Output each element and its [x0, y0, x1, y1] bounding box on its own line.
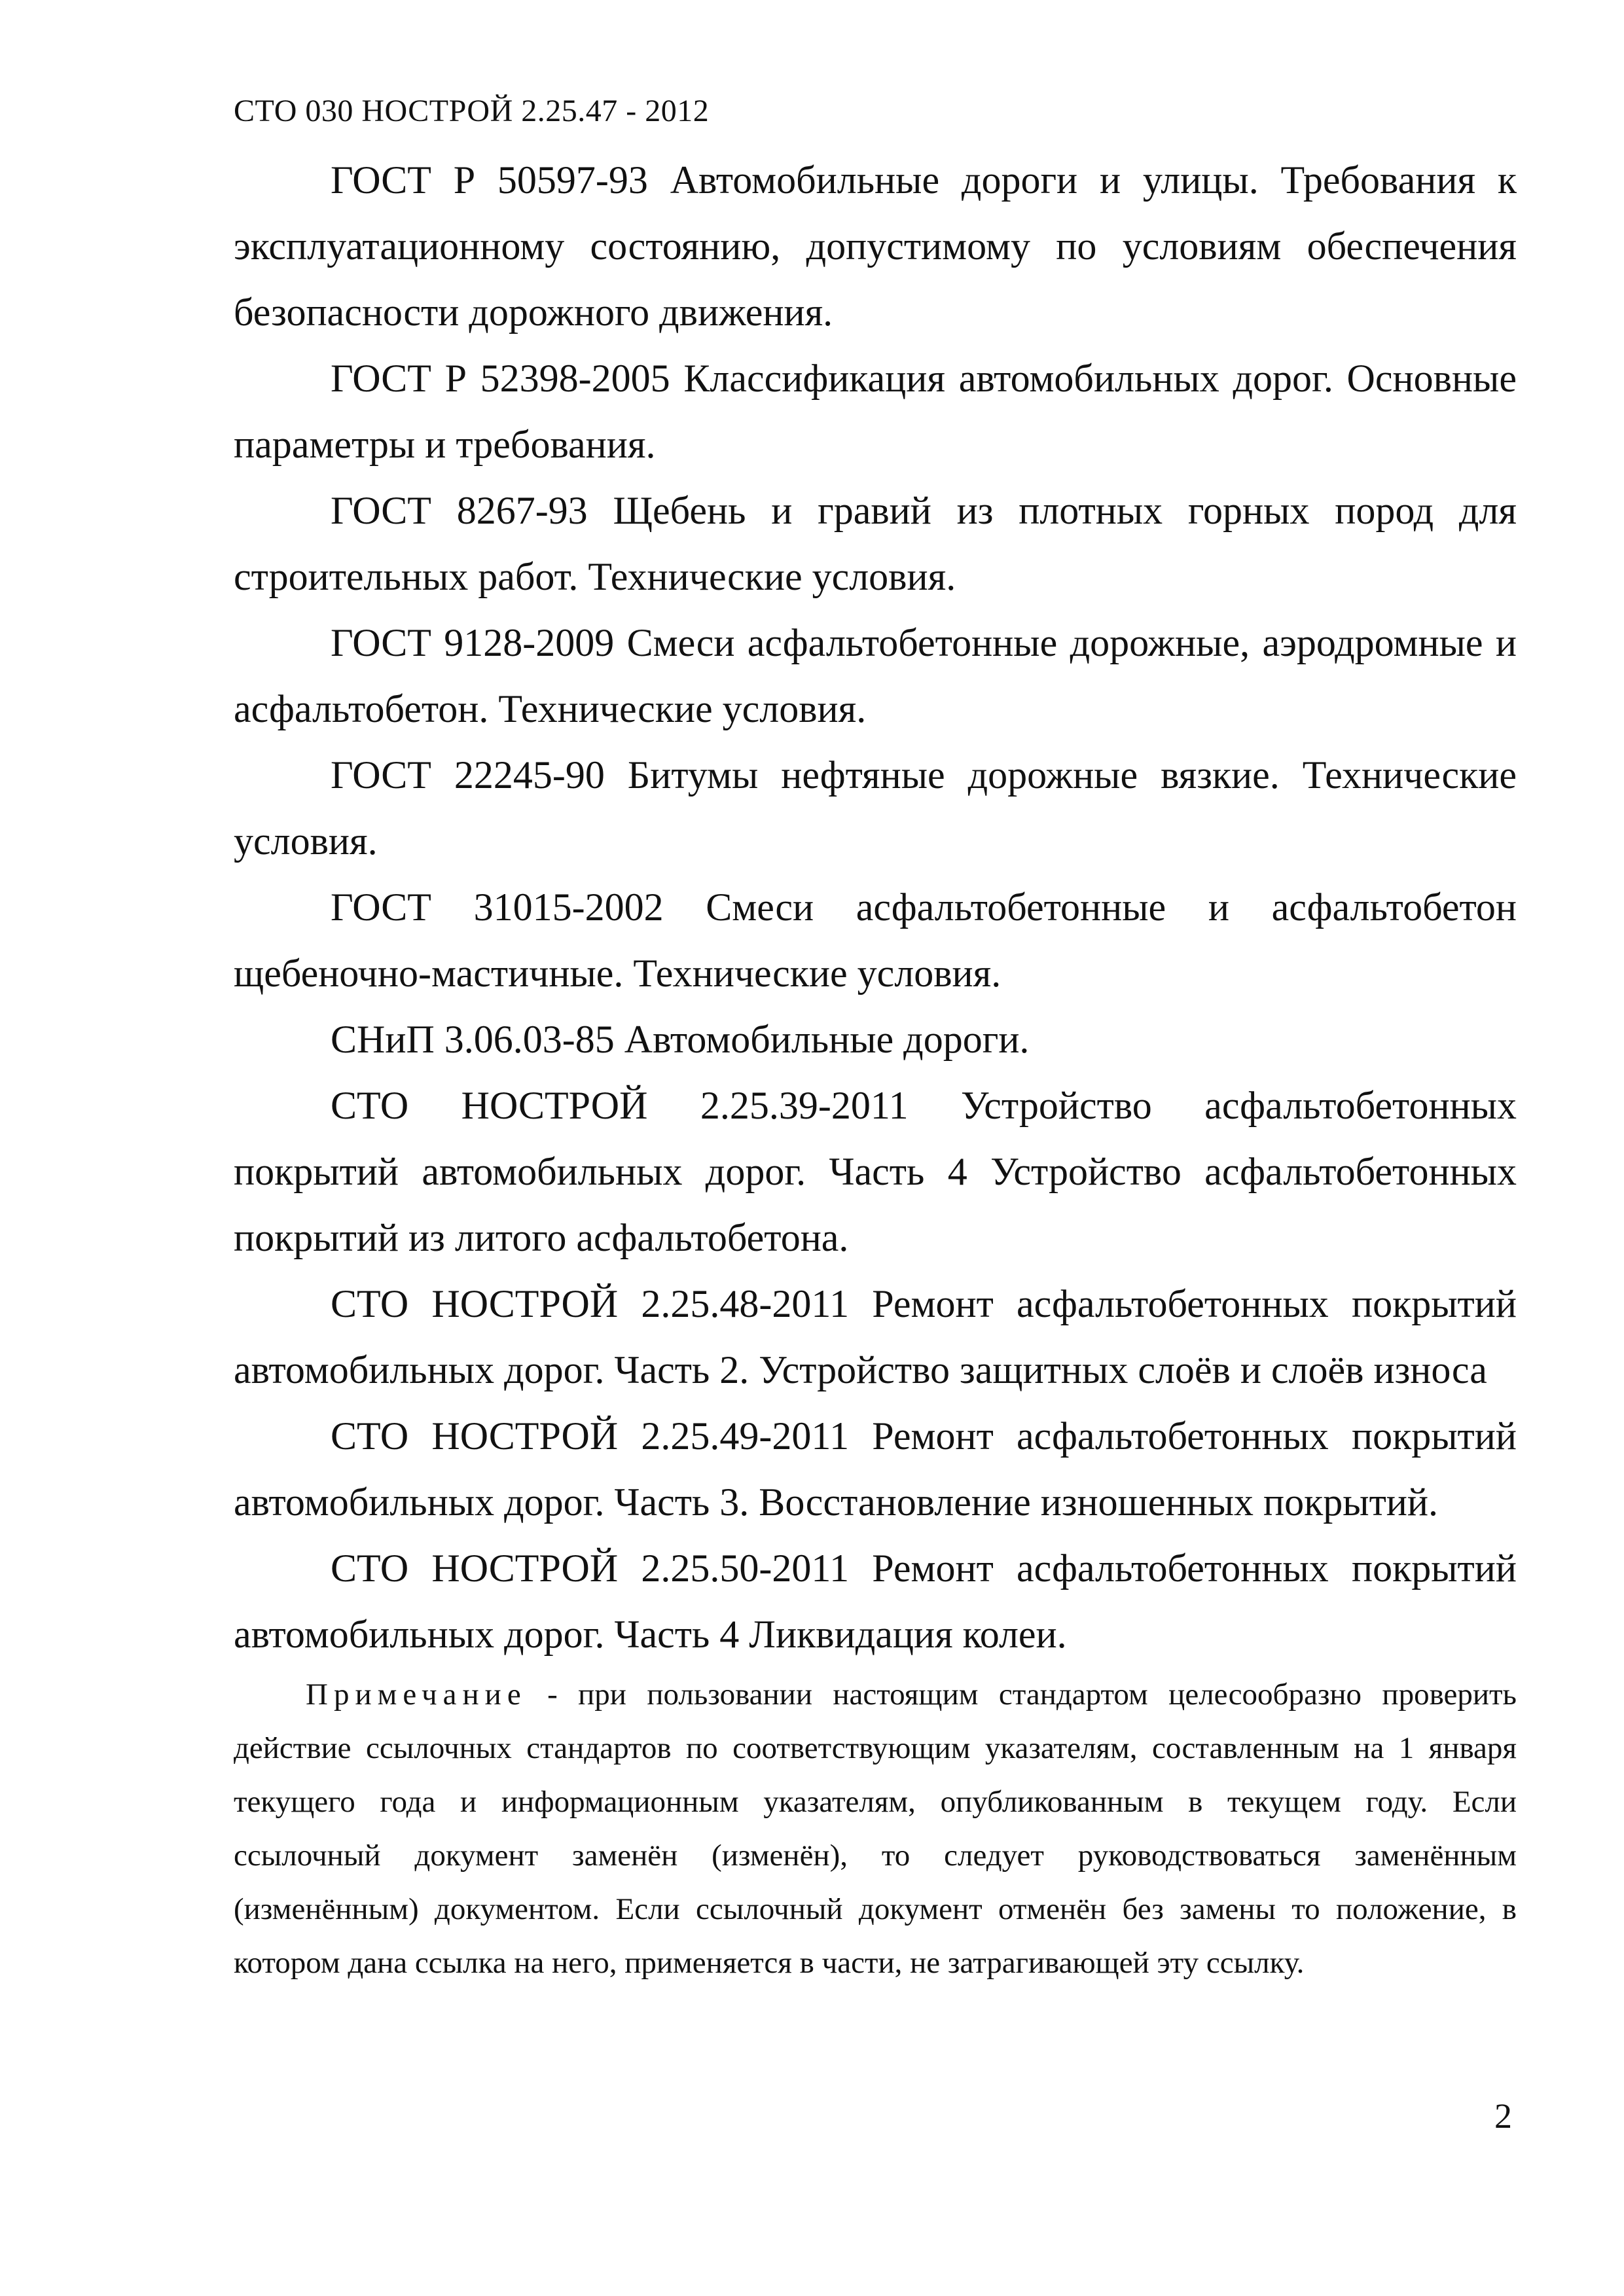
reference-item: ГОСТ 9128-2009 Смеси асфальтобетонные дорожные, аэродромные и асфальтобетон. Технические условия.	[234, 621, 1517, 730]
page-number: 2	[1494, 2096, 1512, 2136]
reference-item: СТО НОСТРОЙ 2.25.50-2011 Ремонт асфальтобетонных покрытий автомобильных дорог. Часть 4 Ликвидация колеи.	[234, 1547, 1517, 1656]
reference-item: СНиП 3.06.03-85 Автомобильные дороги.	[331, 1018, 1030, 1061]
normative-references-list	[234, 147, 1517, 1668]
reference-item: ГОСТ Р 50597-93 Автомобильные дороги и улицы. Требования к эксплуатационному состоянию, допустимому по условиям обеспечения безопасности дорожного движения.	[234, 158, 1517, 334]
reference-item: ГОСТ 8267-93 Щебень и гравий из плотных горных пород для строительных работ. Технические условия.	[234, 489, 1517, 598]
reference-item: СТО НОСТРОЙ 2.25.39-2011 Устройство асфальтобетонных покрытий автомобильных дорог. Часть 4 Устройство асфальтобетонных покрытий из литого асфальтобетона.	[234, 1084, 1517, 1259]
reference-item: СТО НОСТРОЙ 2.25.48-2011 Ремонт асфальтобетонных покрытий автомобильных дорог. Часть 2. Устройство защитных слоёв и слоёв износа	[234, 1282, 1517, 1391]
reference-item: СТО НОСТРОЙ 2.25.49-2011 Ремонт асфальтобетонных покрытий автомобильных дорог. Часть 3. Восстановление изношенных покрытий.	[234, 1414, 1517, 1524]
note-text: - при пользовании настоящим стандартом целесообразно проверить действие ссылочных стандартов по соответствующим указателям, составленным на 1 января текущего года и информационным указателям, опубликованным в текущем году. Если ссылочный документ заменён (изменён), то следует руководствоваться заменённым (изменённым) документом. Если ссылочный документ отменён без замены то положение, в котором дана ссылка на него, применяется в части, не затрагивающей эту ссылку.	[234, 1677, 1517, 1980]
note-label: Примечание	[306, 1677, 527, 1712]
reference-item: ГОСТ 22245-90 Битумы нефтяные дорожные вязкие. Технические условия.	[234, 753, 1517, 863]
reference-item: ГОСТ Р 52398-2005 Классификация автомобильных дорог. Основные параметры и требования.	[234, 357, 1517, 466]
document-code-header: СТО 030 НОСТРОЙ 2.25.47 - 2012	[234, 94, 710, 128]
reference-item: ГОСТ 31015-2002 Смеси асфальтобетонные и асфальтобетон щебеночно-мастичные. Технические условия.	[234, 886, 1517, 995]
note-paragraph	[234, 1668, 1517, 1990]
